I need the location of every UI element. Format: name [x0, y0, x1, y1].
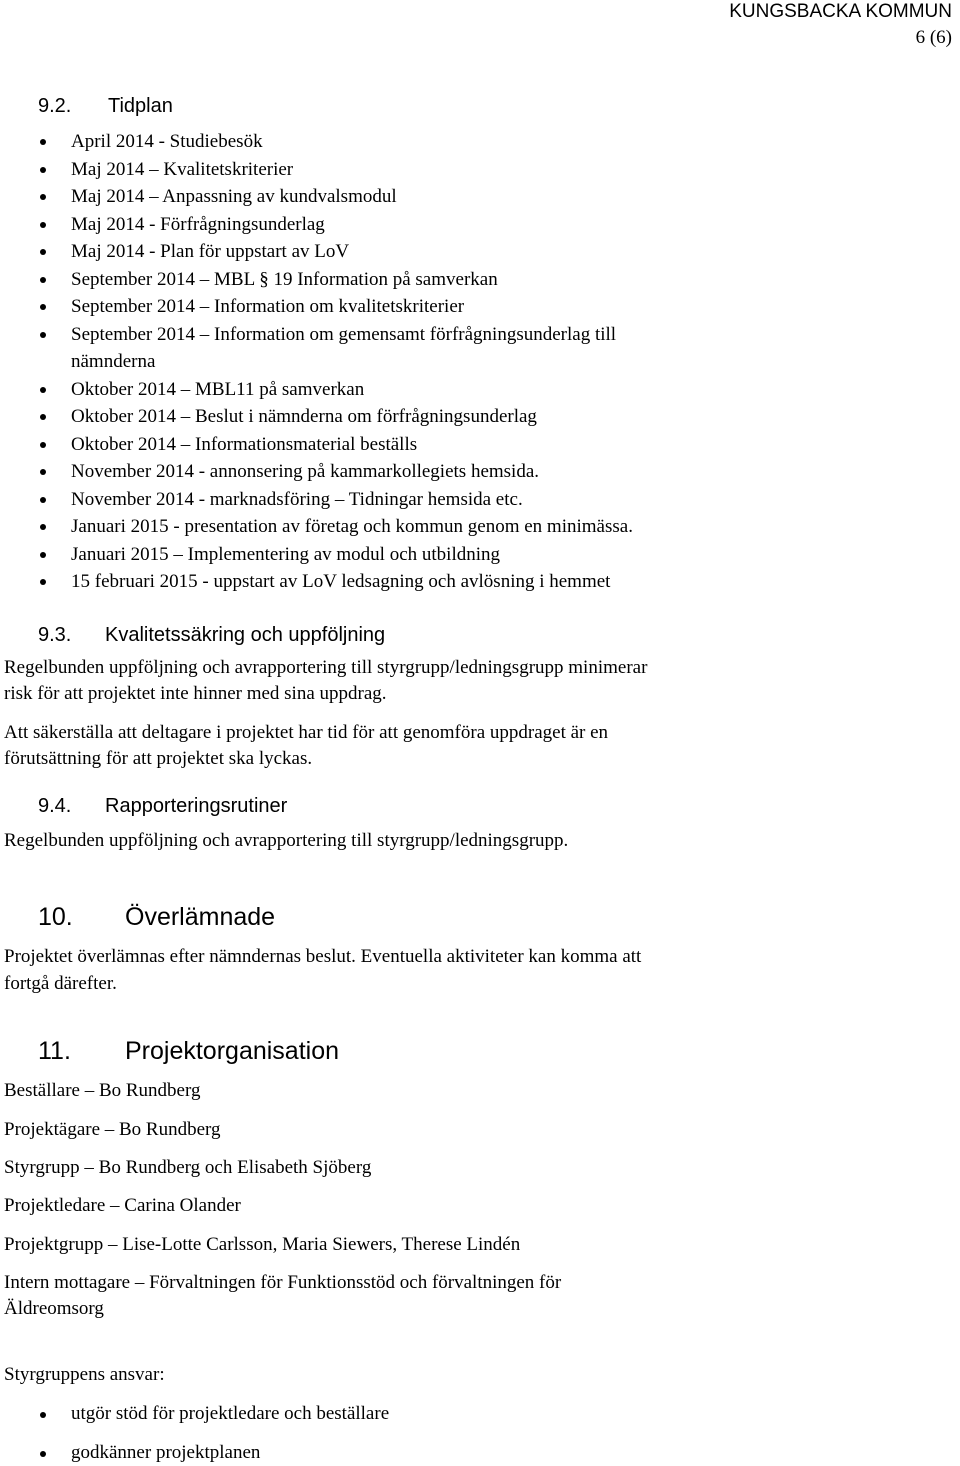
timeline-list	[40, 128, 633, 596]
list-item: Oktober 2014 – MBL11 på samverkan	[40, 376, 633, 404]
list-item: November 2014 - marknadsföring – Tidningar hemsida etc.	[40, 486, 633, 514]
list-item: September 2014 – Information om kvalitetskriterier	[40, 293, 633, 321]
role-projektagare: Projektägare – Bo Rundberg	[4, 1119, 221, 1140]
paragraph: Regelbunden uppföljning och avrapportering till styrgrupp/ledningsgrupp minimerar	[4, 657, 648, 678]
list-item: September 2014 – MBL § 19 Information på samverkan	[40, 266, 633, 294]
list-item: November 2014 - annonsering på kammarkollegiets hemsida.	[40, 458, 633, 486]
paragraph: risk för att projektet inte hinner med sina uppdrag.	[4, 683, 387, 704]
role-projektgrupp: Projektgrupp – Lise-Lotte Carlsson, Maria Siewers, Therese Lindén	[4, 1234, 521, 1255]
section-11-heading	[38, 1037, 438, 1069]
list-item: godkänner projektplanen	[40, 1440, 389, 1466]
section-title: Kvalitetssäkring och uppföljning	[105, 624, 386, 646]
list-item: Maj 2014 - Förfrågningsunderlag	[40, 211, 633, 239]
section-title: Tidplan	[108, 95, 173, 117]
list-item: 15 februari 2015 - uppstart av LoV ledsagning och avlösning i hemmet	[40, 568, 633, 596]
list-item: September 2014 – Information om gemensamt förfrågningsunderlag till	[40, 321, 633, 349]
paragraph: Projektet överlämnas efter nämndernas beslut. Eventuella aktiviteter kan komma att	[4, 946, 642, 967]
paragraph: fortgå därefter.	[4, 973, 117, 994]
role-mottagare: Intern mottagare – Förvaltningen för Funktionsstöd och förvaltningen för	[4, 1272, 562, 1293]
section-title: Projektorganisation	[125, 1037, 340, 1065]
list-item: Oktober 2014 – Informationsmaterial beställs	[40, 431, 633, 459]
role-bestallare: Beställare – Bo Rundberg	[4, 1080, 201, 1101]
section-number: 10.	[38, 903, 73, 931]
paragraph: Regelbunden uppföljning och avrapportering till styrgrupp/ledningsgrupp.	[4, 830, 569, 851]
list-item: Maj 2014 – Anpassning av kundvalsmodul	[40, 183, 633, 211]
organization-name: KUNGSBACKA KOMMUN	[729, 1, 952, 22]
list-item: Januari 2015 - presentation av företag och kommun genom en minimässa.	[40, 513, 633, 541]
section-number: 9.4.	[38, 795, 72, 817]
section-title: Rapporteringsrutiner	[105, 795, 288, 817]
section-9-4-heading	[38, 795, 438, 821]
section-9-2-heading	[38, 95, 338, 121]
section-number: 9.3.	[38, 624, 72, 646]
list-item: April 2014 - Studiebesök	[40, 128, 633, 156]
list-item: Maj 2014 - Plan för uppstart av LoV	[40, 238, 633, 266]
section-title: Överlämnade	[125, 903, 276, 931]
section-number: 9.2.	[38, 95, 72, 117]
role-styrgrupp: Styrgrupp – Bo Rundberg och Elisabeth Sjöberg	[4, 1157, 372, 1178]
paragraph: förutsättning för att projektet ska lyckas.	[4, 748, 313, 769]
section-number: 11.	[38, 1037, 71, 1065]
page-number: 6 (6)	[915, 27, 952, 48]
list-item: Januari 2015 – Implementering av modul och utbildning	[40, 541, 633, 569]
responsibilities-label: Styrgruppens ansvar:	[4, 1364, 165, 1385]
role-projektledare: Projektledare – Carina Olander	[4, 1195, 241, 1216]
paragraph: Att säkerställa att deltagare i projektet har tid för att genomföra uppdraget är en	[4, 722, 609, 743]
list-item: utgör stöd för projektledare och beställare	[40, 1401, 389, 1427]
role-mottagare-continuation: Äldreomsorg	[4, 1298, 104, 1319]
list-item: Oktober 2014 – Beslut i nämnderna om förfrågningsunderlag	[40, 403, 633, 431]
list-item: Maj 2014 – Kvalitetskriterier	[40, 156, 633, 184]
responsibilities-list	[40, 1401, 389, 1466]
section-10-heading	[38, 903, 438, 935]
section-9-3-heading	[38, 624, 538, 650]
list-item-continuation: nämnderna	[71, 351, 156, 372]
